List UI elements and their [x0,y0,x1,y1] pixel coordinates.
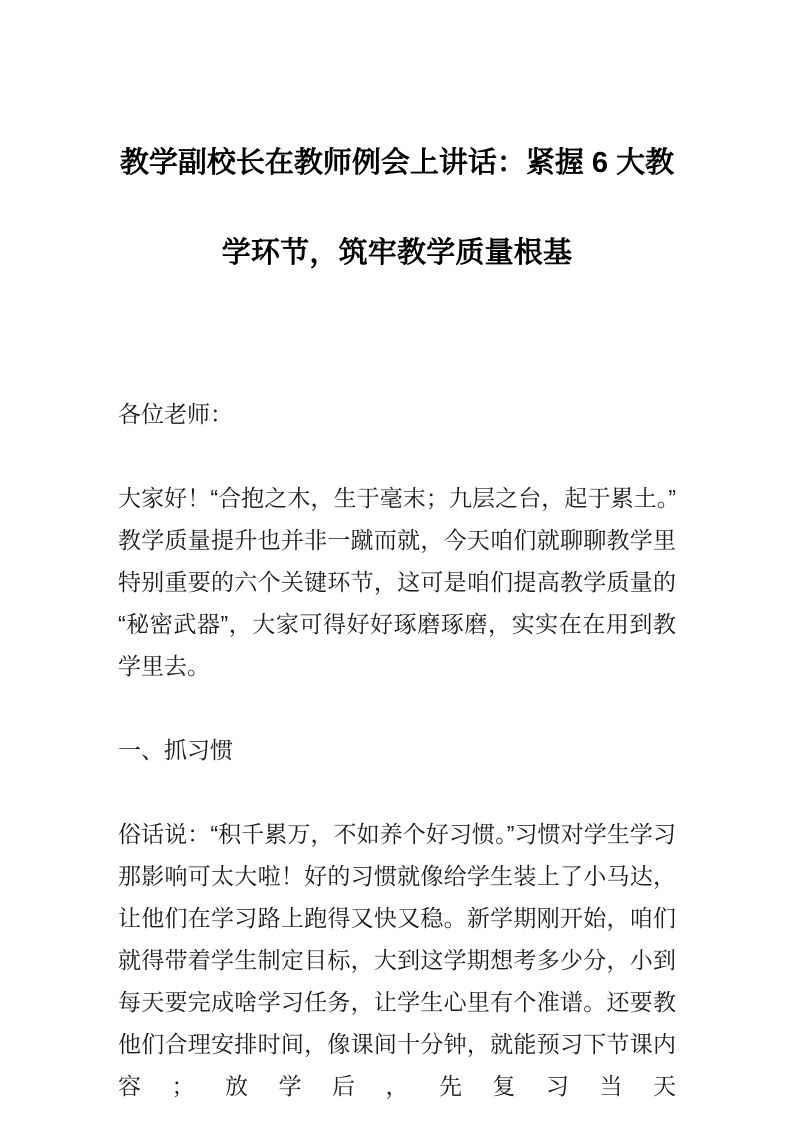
paragraph-opening: 大家好！“合抱之木，生于毫末；九层之台，起于累土。”教学质量提升也并非一蹴而就，今天咱们就聊聊教学里特别重要的六个关键环节，这可是咱们提高教学质量的“秘密武器”，大家可得好好琢磨琢磨，实实在在用到教学里去。 [118,485,676,679]
document-title-line-2: 学环节，筑牢教学质量根基 [221,237,573,269]
salutation: 各位老师： [118,401,233,427]
document-title [118,0,676,298]
document-body [118,298,676,1107]
section-heading-1: 一、抓习惯 [118,737,233,763]
document-content-column [118,0,676,1107]
paragraph-section-1-body: 俗话说：“积千累万，不如养个好习惯。”习惯对学生学习那影响可太大啦！好的习惯就像给学生装上了小马达，让他们在学习路上跑得又快又稳。新学期刚开始，咱们就得带着学生制定目标，大到这学期想考多少分，小到每天要完成啥学习任务，让学生心里有个准谱。还要教他们合理安排时间，像课间十分钟，就能预习下节课内容；放学后，先复习当天 [118,821,676,1099]
document-title-line-1: 教学副校长在教师例会上讲话：紧握 6 大教 [119,147,675,179]
